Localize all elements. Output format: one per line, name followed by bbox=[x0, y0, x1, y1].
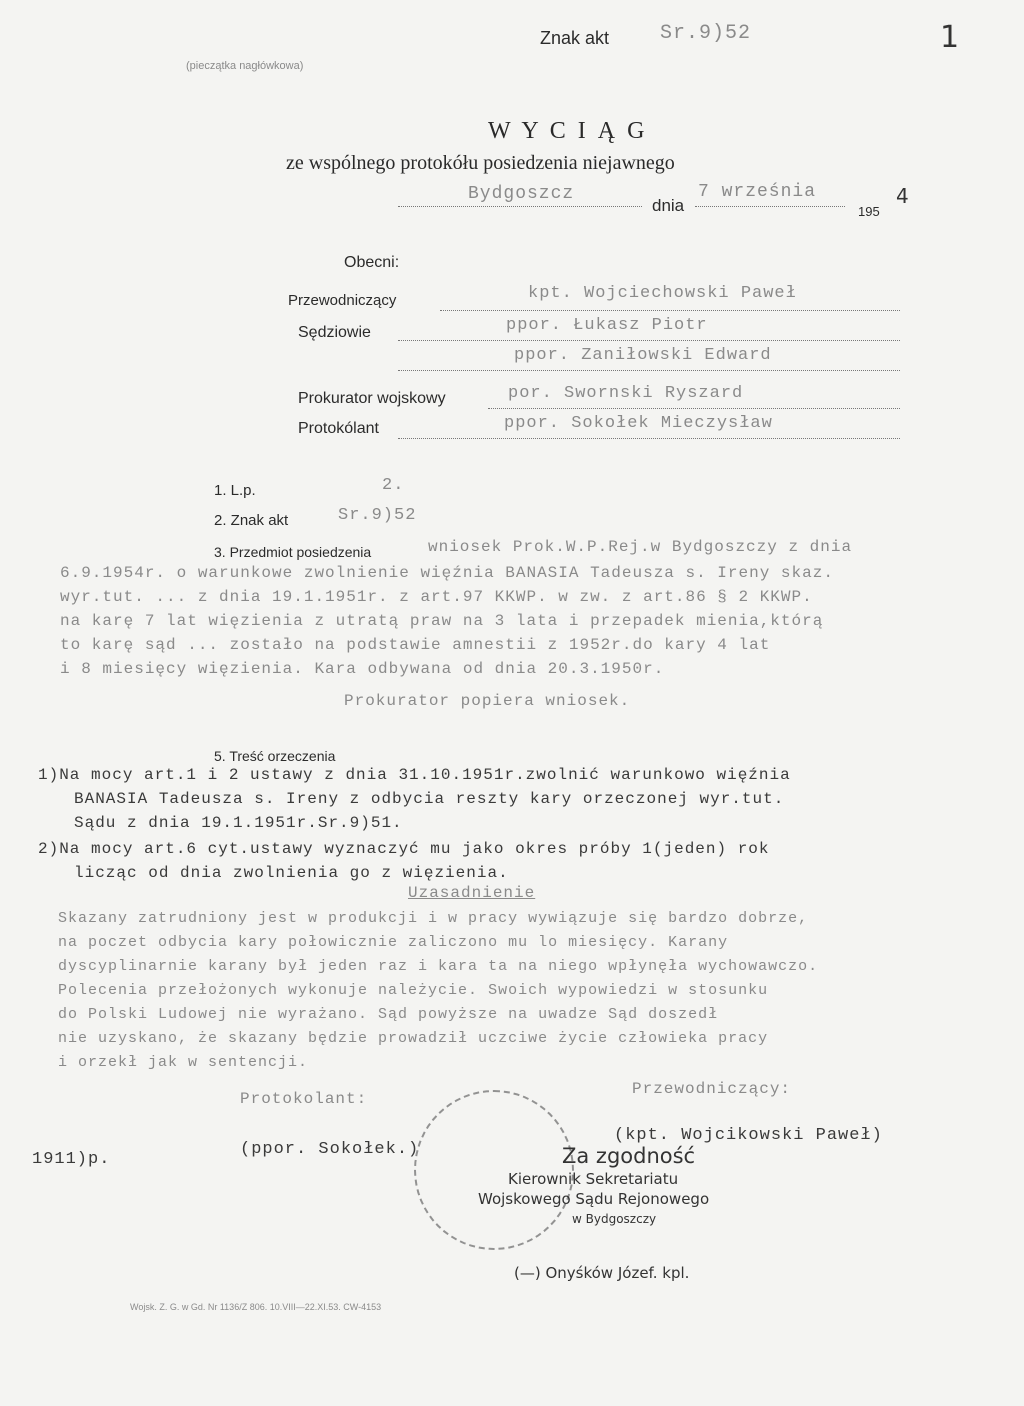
ruling-line-2: BANASIA Tadeusza s. Ireny z odbycia reszty kary orzeczonej wyr.tut. bbox=[74, 790, 785, 808]
lp-label: 1. L.p. bbox=[214, 482, 256, 499]
judge1-line bbox=[398, 340, 900, 341]
office-line-2: Wojskowego Sądu Rejonowego bbox=[478, 1190, 710, 1208]
reasons-line-4: Polecenia przełożonych wykonuje należycie. Swoich wypowiedzi w stosunku bbox=[58, 982, 769, 999]
office-line-1: Kierownik Sekretariatu bbox=[508, 1170, 679, 1188]
ruling-line-1: 1)Na mocy art.1 i 2 ustawy z dnia 31.10.1951r.zwolnić warunkowo więźnia bbox=[38, 766, 791, 784]
znak-value: Sr.9)52 bbox=[338, 506, 417, 525]
judge2-line bbox=[398, 370, 900, 371]
dnia-label: dnia bbox=[652, 196, 685, 215]
lp-value: 2. bbox=[382, 476, 405, 495]
print-note: Wojsk. Z. G. w Gd. Nr 1136/Z 806. 10.VIII—22.XI.53. CW-4153 bbox=[130, 1302, 382, 1312]
case-value: Sr.9)52 bbox=[660, 22, 752, 45]
reasons-line-7: i orzekł jak w sentencji. bbox=[58, 1054, 309, 1071]
ruling-line-5: licząc od dnia zwolnienia go z więzienia. bbox=[74, 864, 509, 882]
clerk-value: ppor. Sokołek Mieczysław bbox=[504, 414, 773, 433]
reasons-line-6: nie uzyskano, że skazany będzie prowadził uczciwe życie człowieka pracy bbox=[58, 1030, 769, 1047]
left-mark: 1911)p. bbox=[32, 1150, 111, 1169]
ruling-line-4: 2)Na mocy art.6 cyt.ustawy wyznaczyć mu jako okres próby 1(jeden) rok bbox=[38, 840, 770, 858]
date-line bbox=[695, 206, 845, 207]
chair-signature-name: (kpt. Wojcikowski Paweł) bbox=[614, 1126, 883, 1145]
document-title: W Y C I Ą G bbox=[488, 118, 648, 144]
subject-line-4: na karę 7 lat więzienia z utratą praw na 3 lata i przepadek mienia,którą bbox=[60, 612, 824, 630]
chair-label: Przewodniczący bbox=[288, 292, 397, 309]
office-line-3: w Bydgoszczy bbox=[572, 1212, 657, 1226]
page-number: 1 bbox=[940, 20, 960, 55]
reasons-line-3: dyscyplinarnie karany był jeden raz i kara ta na niego wpłynęła wychowawczo. bbox=[58, 958, 819, 975]
prosecutor-label: Prokurator wojskowy bbox=[298, 390, 446, 407]
chair-line bbox=[440, 310, 900, 311]
ruling-line-3: Sądu z dnia 19.1.1951r.Sr.9)51. bbox=[74, 814, 403, 832]
subject-line-3: wyr.tut. ... z dnia 19.1.1951r. z art.97 KKWP. w zw. z art.86 § 2 KKWP. bbox=[60, 588, 813, 606]
subject-line-5: to karę sąd ... zostało na podstawie amnestii z 1952r.do kary 4 lat bbox=[60, 636, 771, 654]
prosecutor-statement: Prokurator popiera wniosek. bbox=[344, 692, 631, 710]
reasons-line-1: Skazany zatrudniony jest w produkcji i w pracy wywiązuje się bardzo dobrze, bbox=[58, 910, 809, 927]
chair-caption: Przewodniczący: bbox=[632, 1080, 792, 1098]
subject-line-2: 6.9.1954r. o warunkowe zwolnienie więźnia BANASIA Tadeusza s. Ireny skaz. bbox=[60, 564, 834, 582]
conformity-text: Za zgodność bbox=[562, 1144, 696, 1168]
judge1-value: ppor. Łukasz Piotr bbox=[506, 316, 708, 335]
clerk-line bbox=[398, 438, 900, 439]
subject-line-6: i 8 miesięcy więzienia. Kara odbywana od dnia 20.3.1950r. bbox=[60, 660, 665, 678]
document-subtitle: ze wspólnego protokółu posiedzenia niejawnego bbox=[286, 152, 675, 174]
chair-value: kpt. Wojciechowski Paweł bbox=[528, 284, 797, 303]
place-value: Bydgoszcz bbox=[468, 184, 575, 204]
prosecutor-line bbox=[488, 408, 900, 409]
place-line bbox=[398, 206, 642, 207]
reasons-line-5: do Polski Ludowej nie wyrażano. Sąd powyższe na uwadze Sąd doszedł bbox=[58, 1006, 719, 1023]
signer-name: (—) Onyśków Józef. kpl. bbox=[514, 1264, 690, 1282]
prosecutor-value: por. Swornski Ryszard bbox=[508, 384, 744, 403]
reasons-heading: Uzasadnienie bbox=[408, 884, 536, 902]
subject-label: 3. Przedmiot posiedzenia bbox=[214, 544, 372, 560]
present-heading: Obecni: bbox=[344, 254, 400, 271]
date-value: 7 września bbox=[698, 182, 817, 202]
clerk-caption: Protokolant: bbox=[240, 1090, 368, 1108]
clerk-signature-name: (ppor. Sokołek.) bbox=[240, 1140, 420, 1159]
judges-label: Sędziowie bbox=[298, 324, 371, 341]
year-value: 4 bbox=[896, 184, 909, 208]
judge2-value: ppor. Zaniłowski Edward bbox=[514, 346, 772, 365]
znak-label: 2. Znak akt bbox=[214, 512, 289, 529]
clerk-label: Protokólant bbox=[298, 420, 379, 437]
year-label: 195 bbox=[858, 204, 880, 219]
stamp-label: (pieczątka nagłówkowa) bbox=[186, 60, 304, 72]
reasons-line-2: na poczet odbycia kary połowicznie zaliczono mu lo miesięcy. Karany bbox=[58, 934, 729, 951]
subject-line-1: wniosek Prok.W.P.Rej.w Bydgoszczy z dnia bbox=[428, 538, 853, 556]
case-label: Znak akt bbox=[540, 28, 610, 48]
ruling-label: 5. Treść orzeczenia bbox=[214, 748, 336, 764]
